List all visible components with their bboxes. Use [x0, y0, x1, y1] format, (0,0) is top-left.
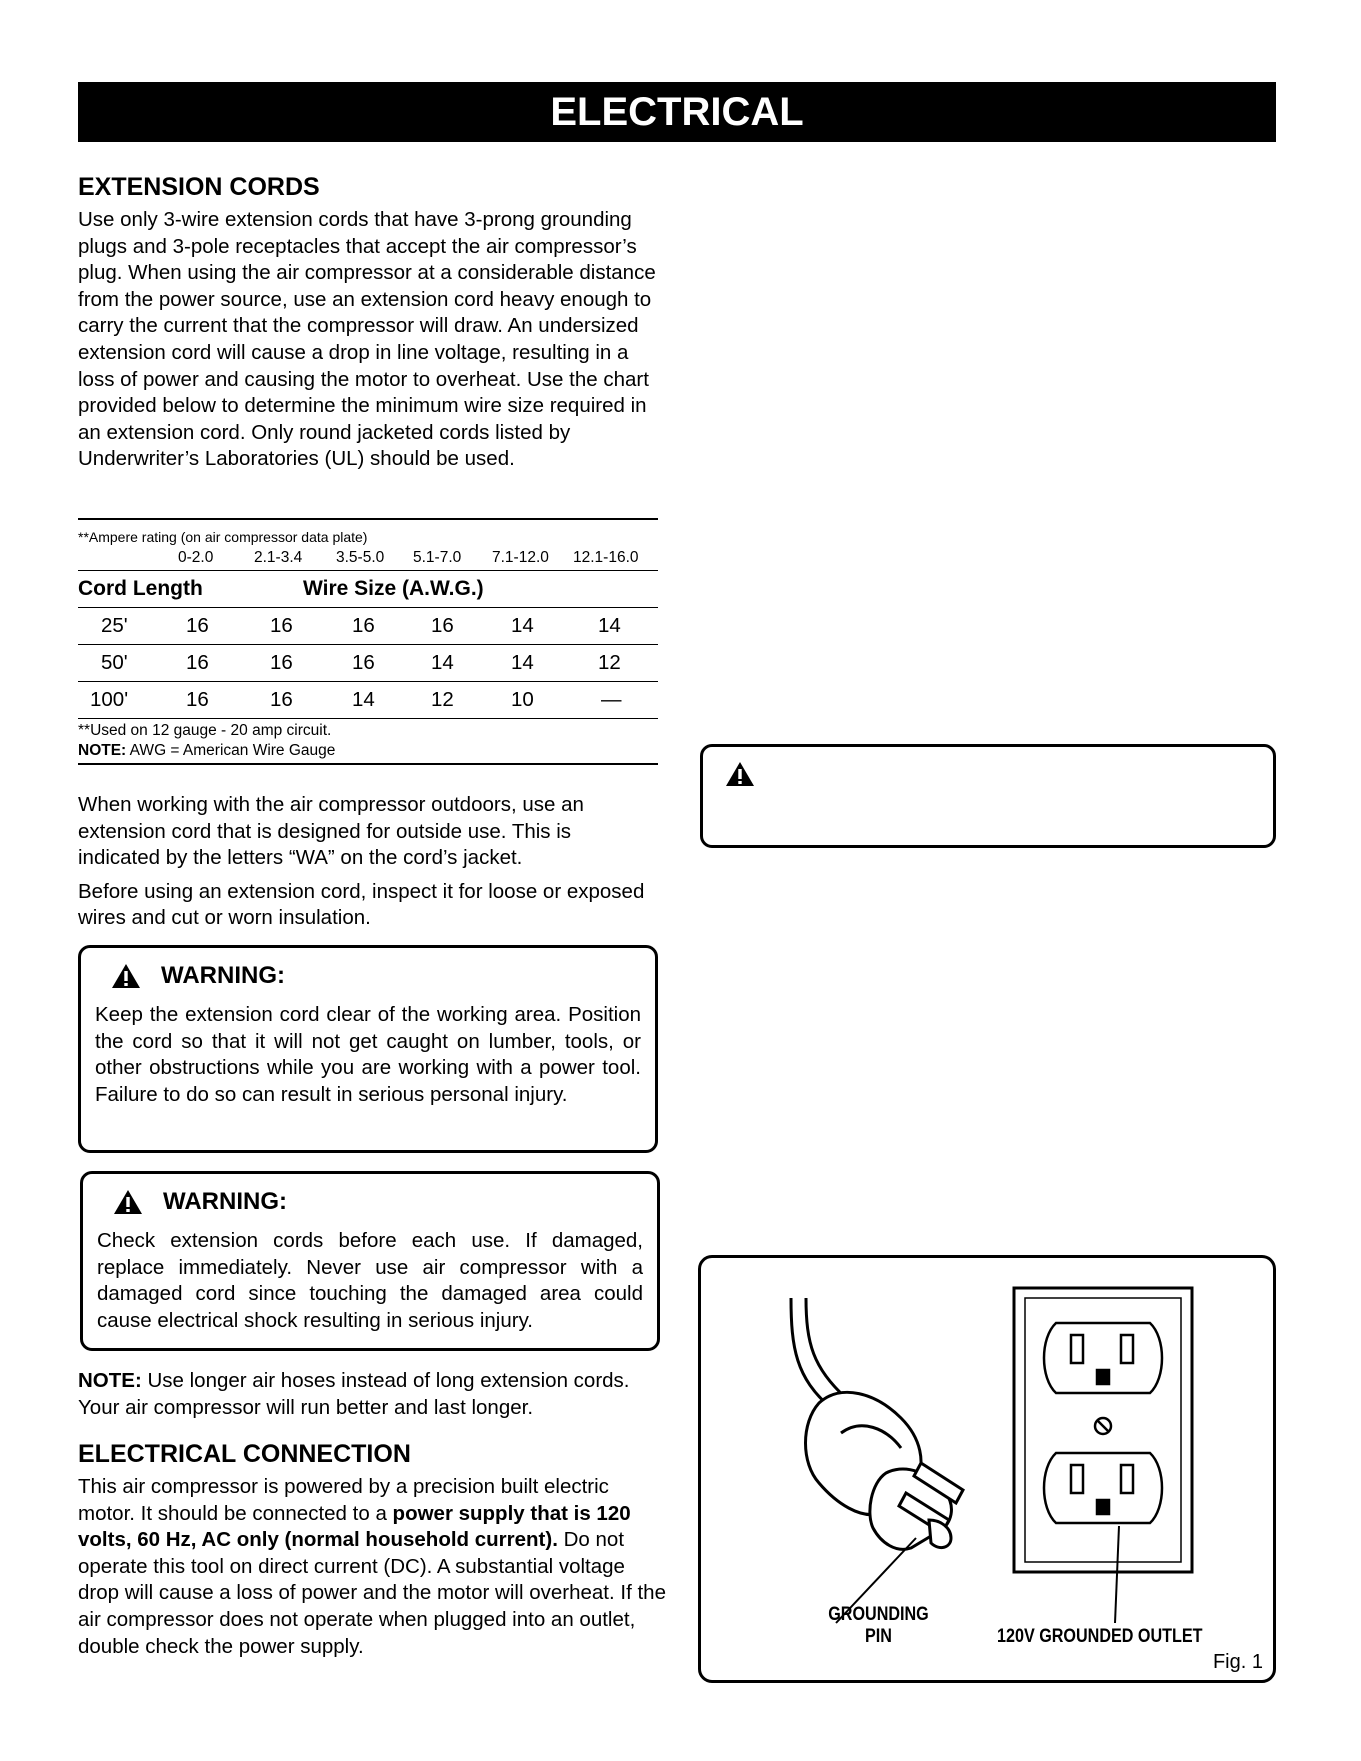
- table-footnote: **Used on 12 gauge - 20 amp circuit.: [78, 722, 332, 739]
- amp-range: 2.1-3.4: [254, 549, 303, 566]
- note-label: NOTE:: [78, 742, 127, 759]
- warning-box-clear-cord: [78, 945, 658, 1153]
- wire-size-cell: 16: [431, 614, 454, 637]
- plug-and-outlet-illustration: [701, 1258, 1273, 1680]
- cord-length-cell: 100': [90, 688, 129, 711]
- electrical-connection-heading: ELECTRICAL CONNECTION: [78, 1440, 411, 1468]
- grounding-pin-label-line: GROUNDING: [828, 1604, 929, 1625]
- section-banner: ELECTRICAL: [78, 82, 1276, 142]
- wire-size-cell: 10: [511, 688, 534, 711]
- wire-size-cell: 16: [352, 614, 375, 637]
- wire-size-cell: 12: [431, 688, 454, 711]
- warning-title: [113, 1188, 643, 1216]
- table-header-row: [78, 571, 658, 607]
- extension-cords-intro: Use only 3-wire extension cords that have 3-prong grounding plugs and 3-pole receptacles that accept the air compressor’s plug. When using the air compressor at a considerable distance from the power source, use an extension cord heavy enough to carry the current that the compressor will draw. An undersized extension cord will cause a drop in line voltage, resulting in a loss of power and causing the motor to overheat. Use the chart provided below to determine the minimum wire size required in an extension cord. Only round jacketed cords listed by Underwriter’s Laboratories (UL) should be used.: [78, 208, 656, 471]
- amp-range: 7.1-12.0: [492, 549, 549, 566]
- connection-text-part: This air compressor is powered by a precision built electric motor. It should be connected to a: [78, 1475, 609, 1525]
- amp-range-row: [78, 546, 658, 570]
- cord-length-header: Cord Length: [78, 577, 203, 600]
- wire-size-cell: —: [601, 688, 622, 711]
- warning-box-empty: [700, 744, 1276, 848]
- amp-range: 3.5-5.0: [336, 549, 385, 566]
- wire-size-cell: 14: [511, 614, 534, 637]
- wire-size-cell: 16: [270, 688, 293, 711]
- wire-size-cell: 14: [431, 651, 454, 674]
- note-label: NOTE:: [78, 1369, 142, 1392]
- grounded-outlet-label: 120V GROUNDED OUTLET: [997, 1626, 1203, 1647]
- figure-plug-outlet: [698, 1255, 1276, 1683]
- power-cord-icon: [791, 1298, 846, 1408]
- outdoor-use-text: When working with the air compressor outdoors, use an extension cord that is designed for outside use. This is indicated by the letters “WA” on the cord’s jacket.: [78, 793, 584, 870]
- extension-cords-heading: EXTENSION CORDS: [78, 173, 320, 201]
- warning-triangle-icon: [111, 963, 141, 989]
- outlet-receptacle-lower: [1044, 1453, 1162, 1523]
- table-note: [78, 741, 658, 761]
- note-text: AWG = American Wire Gauge: [126, 742, 336, 759]
- warning-box-check-cords: [80, 1171, 660, 1351]
- figure-number: Fig. 1: [1212, 1651, 1263, 1673]
- extension-cord-table: [78, 518, 658, 765]
- warning-title-text: WARNING:: [161, 962, 285, 989]
- grounding-pin-label: [819, 1604, 938, 1648]
- inspect-cord-text: Before using an extension cord, inspect it for loose or exposed wires and cut or worn insulation.: [78, 879, 645, 930]
- warning-triangle-icon: [113, 1189, 143, 1215]
- warning-text: Keep the extension cord clear of the working area. Position the cord so that it will not get caught on lumber, tools, or other obstructions while you are working with a power tool. Failure to do so can result in serious personal injury.: [95, 1003, 641, 1106]
- cord-length-cell: 50': [101, 651, 128, 674]
- power-supply-requirement: power supply that is 120 volts, 60 Hz, AC only (normal household current).: [78, 1501, 631, 1552]
- amp-range: 0-2.0: [178, 549, 214, 566]
- wire-size-cell: 16: [352, 651, 375, 674]
- electrical-connection-section: [78, 1437, 668, 1660]
- wire-size-cell: 16: [270, 651, 293, 674]
- warning-triangle-icon: [725, 761, 755, 787]
- wire-size-cell: 12: [598, 651, 621, 674]
- wire-size-header: Wire Size (A.W.G.): [303, 577, 484, 600]
- amp-range: 12.1-16.0: [573, 549, 639, 566]
- wire-size-cell: 14: [511, 651, 534, 674]
- wire-size-cell: 14: [352, 688, 375, 711]
- extension-cord-usage: [78, 792, 658, 932]
- amp-rating-title: **Ampere rating (on air compressor data plate): [78, 529, 368, 545]
- table-row: [78, 682, 658, 718]
- wire-size-cell: 14: [598, 614, 621, 637]
- electrical-connection-text: [78, 1474, 668, 1660]
- grounding-pin-label-line: PIN: [865, 1626, 892, 1647]
- connection-text-part: Do not operate this tool on direct current (DC). A substantial voltage drop will cause a loss of power and the motor will overheat. If the air compressor does not operate when plugged into an outlet, double check the power supply.: [78, 1528, 666, 1658]
- amp-range: 5.1-7.0: [413, 549, 462, 566]
- note-hoses-text: Use longer air hoses instead of long extension cords. Your air compressor will run better and last longer.: [78, 1369, 630, 1419]
- outlet-receptacle-upper: [1044, 1323, 1162, 1393]
- warning-text: Check extension cords before each use. If damaged, replace immediately. Never use air compressor with a damaged cord since touching the damaged area could cause electrical shock resulting in serious injury.: [97, 1229, 643, 1332]
- cord-length-cell: 25': [101, 614, 128, 637]
- note-air-hoses: [78, 1368, 668, 1421]
- extension-cords-section: [78, 170, 658, 473]
- table-row: [78, 645, 658, 681]
- wire-size-cell: 16: [186, 614, 209, 637]
- wire-size-cell: 16: [186, 688, 209, 711]
- outlet-screw-icon: [1095, 1418, 1111, 1434]
- table-row: [78, 608, 658, 644]
- warning-title: [111, 962, 641, 990]
- wire-size-cell: 16: [270, 614, 293, 637]
- warning-title-text: WARNING:: [163, 1188, 287, 1215]
- wire-size-cell: 16: [186, 651, 209, 674]
